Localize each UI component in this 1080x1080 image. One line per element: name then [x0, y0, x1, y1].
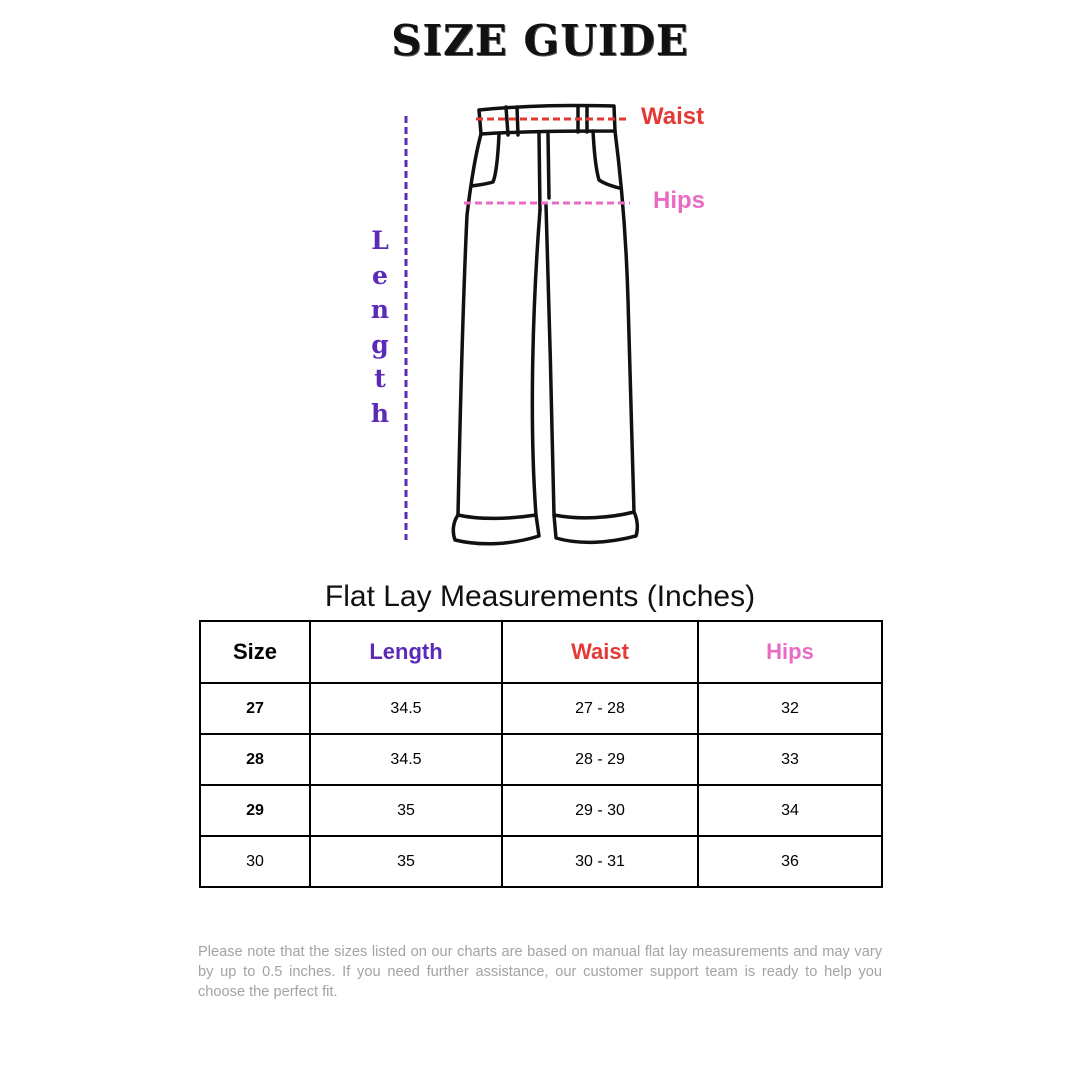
disclaimer-note: Please note that the sizes listed on our charts are based on manual flat lay measurements and may vary by up to 0.5 inches. If you need further assistance, our customer support team is ready to help you choose the perfect fit. — [198, 944, 882, 1000]
cell-waist: 27 - 28 — [502, 683, 698, 734]
cell-waist: 28 - 29 — [502, 734, 698, 785]
table-row — [200, 683, 882, 734]
pants-inseam — [532, 205, 554, 515]
cell-hips: 33 — [698, 734, 882, 785]
header-size: Size — [200, 621, 310, 683]
length-letter: t — [374, 364, 386, 393]
length-letter: g — [371, 329, 389, 359]
cell-length: 35 — [310, 785, 502, 836]
cell-size: 27 — [200, 683, 310, 734]
length-letter: h — [370, 398, 390, 428]
waist-label: Waist — [641, 103, 705, 130]
hips-label: Hips — [653, 187, 706, 214]
page-title: SIZE GUIDE — [391, 16, 689, 65]
size-table — [199, 620, 883, 888]
cell-hips: 32 — [698, 683, 882, 734]
header-waist: Waist — [502, 621, 698, 683]
table-row — [200, 734, 882, 785]
pants-left-cuff — [453, 515, 539, 544]
pants-left-outline — [458, 134, 481, 515]
cell-length: 34.5 — [310, 734, 502, 785]
header-hips: Hips — [698, 621, 882, 683]
length-label — [364, 224, 396, 431]
table-header-row — [200, 621, 882, 683]
pants-right-cuff — [554, 512, 637, 542]
cell-length: 35 — [310, 836, 502, 887]
table-title: Flat Lay Measurements (Inches) — [324, 580, 756, 613]
table-row — [200, 836, 882, 887]
table-row — [200, 785, 882, 836]
cell-size: 29 — [200, 785, 310, 836]
cell-length: 34.5 — [310, 683, 502, 734]
length-letter: n — [370, 295, 390, 324]
cell-waist: 30 - 31 — [502, 836, 698, 887]
cell-size: 30 — [200, 836, 310, 887]
cell-hips: 34 — [698, 785, 882, 836]
pants-fly — [539, 134, 549, 210]
header-length: Length — [310, 621, 502, 683]
length-letter: e — [372, 260, 388, 290]
cell-size: 28 — [200, 734, 310, 785]
cell-hips: 36 — [698, 836, 882, 887]
length-letter: L — [371, 226, 389, 255]
cell-waist: 29 - 30 — [502, 785, 698, 836]
